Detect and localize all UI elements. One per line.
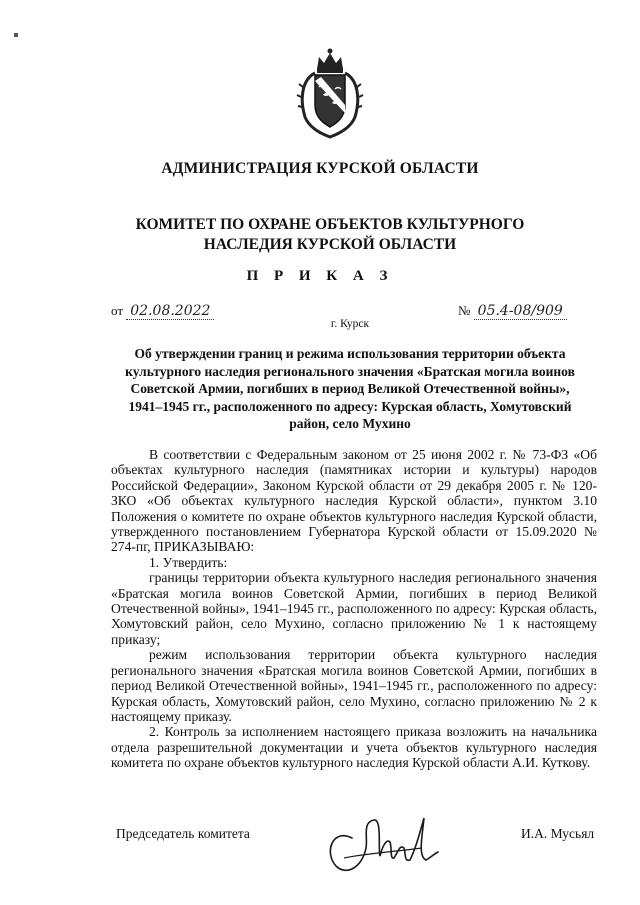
- item-1-boundaries: границы территории объекта культурного наследия регионального значения «Братская могила воинов Советской Армии, погибших в период Великой Отечественной войны», 1941–1945 гг., расположенного по адресу: Курская область, Хомутовский район, село Мухино, согласно приложению № 1 к настоящему приказу;: [111, 570, 597, 647]
- document-type: П Р И К А З: [246, 268, 394, 284]
- item-2: 2. Контроль за исполнением настоящего приказа возложить на начальника отдела разрешительной документации и учета объектов культурного наследия комитета по охране объектов культурного наследия Курской области А.И. Куткову.: [111, 724, 597, 771]
- committee-title: КОМИТЕТ ПО ОХРАНЕ ОБЪЕКТОВ КУЛЬТУРНОГО НАСЛЕДИЯ КУРСКОЙ ОБЛАСТИ: [135, 216, 525, 253]
- coat-of-arms-icon: [295, 47, 365, 139]
- date-value: 02.08.2022: [126, 303, 214, 320]
- order-body: [111, 447, 597, 771]
- signature-icon: [322, 808, 442, 878]
- scan-mark: [14, 33, 18, 37]
- city: г. Курск: [330, 318, 370, 330]
- order-number: [458, 303, 567, 320]
- chair-label: Председатель комитета: [116, 826, 250, 841]
- number-prefix: №: [458, 303, 471, 318]
- chair-name: И.А. Мусьял: [521, 826, 595, 841]
- date-prefix: от: [111, 303, 124, 318]
- order-subject: Об утверждении границ и режима использования территории объекта культурного наследия регионального значения «Братская могила воинов Советской Армии, погибших в период Великой Отечественной войны», 1941–1945 гг., расположенного по адресу: Курская область, Хомутовский район, село Мухино: [125, 346, 575, 431]
- intro-paragraph: В соответствии с Федеральным законом от 25 июня 2002 г. № 73-ФЗ «Об объектах культурного наследия (памятниках истории и культуры) народов Российской Федерации», Законом Курской области от 29 декабря 2005 г. № 120-ЗКО «Об объектах культурного наследия Курской области», пунктом 3.10 Положения о комитете по охране объектов культурного наследия Курской области, утвержденного постановлением Губернатора Курской области от 15.09.2020 № 274-пг, ПРИКАЗЫВАЮ:: [111, 447, 597, 555]
- order-date: [111, 303, 214, 320]
- administration-title: АДМИНИСТРАЦИЯ КУРСКОЙ ОБЛАСТИ: [161, 160, 479, 177]
- number-value: 05.4-08/909: [474, 303, 567, 320]
- item-1: 1. Утвердить:: [149, 554, 228, 570]
- item-1-regime: режим использования территории объекта культурного наследия регионального значения «Братская могила воинов Советской Армии, погибших в период Великой Отечественной войны», 1941–1945 гг., расположенного по адресу: Курская область, Хомутовский район, село Мухино, согласно приложению № 2 к настоящему приказу.: [111, 647, 597, 724]
